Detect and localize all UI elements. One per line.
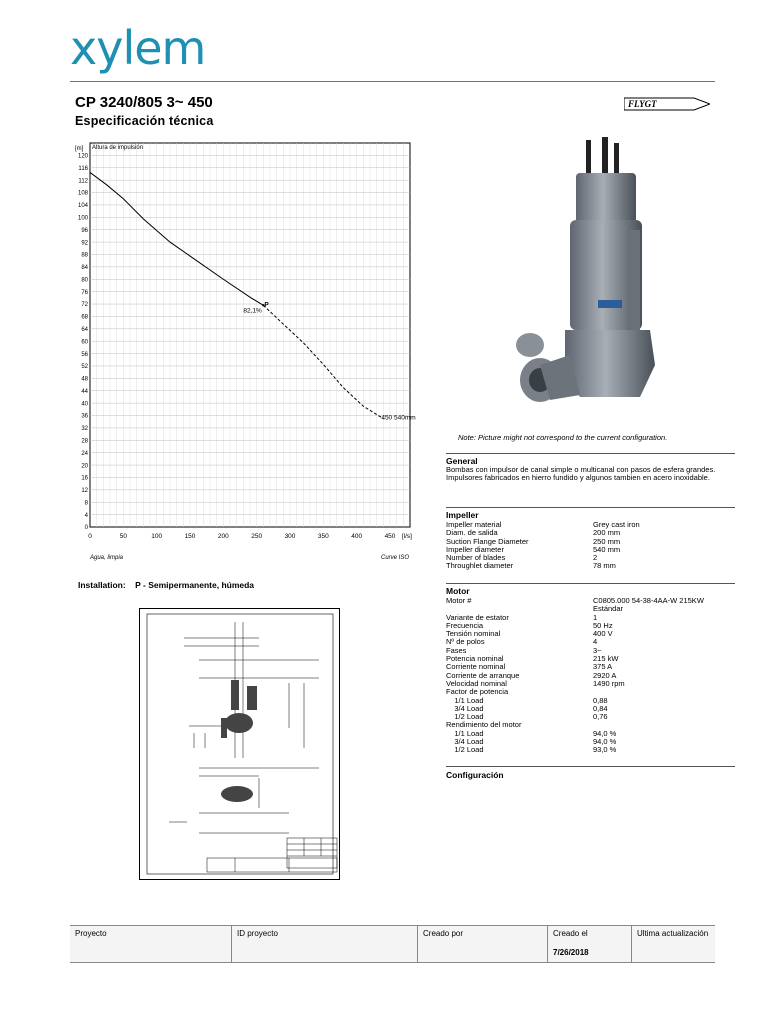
y-tick-label: 24 — [81, 450, 88, 457]
impeller-value: 200 mm — [593, 528, 621, 538]
motor-label: Factor de potencia — [446, 687, 509, 697]
impeller-label: Suction Flange Diameter — [446, 536, 529, 546]
x-tick-label: 200 — [217, 533, 229, 540]
y-tick-label: 100 — [77, 215, 88, 222]
y-tick-label: 80 — [81, 277, 88, 284]
flygt-brand-logo — [624, 94, 710, 114]
motor-value: 94,0 % — [593, 737, 617, 747]
y-tick-label: 112 — [78, 178, 88, 185]
motor-label: 1/2 Load — [446, 712, 484, 722]
impeller-label: Number of blades — [446, 553, 506, 563]
x-tick-label: 400 — [351, 533, 363, 540]
footer-creado-por — [418, 926, 548, 962]
motor-label: 3/4 Load — [446, 737, 484, 747]
y-tick-label: 56 — [81, 351, 88, 358]
y-axis-label: Altura de impulsión — [92, 145, 144, 151]
motor-value: 0,88 — [593, 695, 608, 705]
x-tick-label: 150 — [184, 533, 196, 540]
y-tick-label: 84 — [81, 265, 88, 272]
impeller-value: 2 — [593, 553, 598, 563]
y-tick-label: 36 — [81, 413, 88, 420]
impeller-title: Impeller — [446, 510, 479, 520]
impeller-value: 78 mm — [593, 561, 616, 571]
section-impeller — [446, 507, 766, 571]
y-tick-label: 108 — [77, 190, 88, 197]
motor-label: 3/4 Load — [446, 703, 484, 713]
motor-value: 50 Hz — [593, 620, 613, 630]
y-tick-label: 40 — [81, 401, 88, 408]
impeller-row — [446, 562, 766, 570]
impeller-rows — [446, 521, 766, 571]
motor-value: Estándar — [593, 604, 624, 614]
y-tick-label: 0 — [84, 525, 88, 532]
motor-label: Fases — [446, 645, 467, 655]
footer-creado-el — [548, 926, 632, 962]
general-title: General — [446, 456, 478, 466]
section-divider — [446, 453, 735, 454]
motor-value: 0,84 — [593, 703, 608, 713]
general-line-2: Impulsores fabricados en hierro fundido y algunos tambien en acero inoxidable. — [446, 473, 710, 483]
motor-label: 1/1 Load — [446, 728, 484, 738]
dimension-drawing — [139, 608, 340, 880]
motor-value: C0805.000 54-38-4AA-W 215KW — [593, 596, 704, 605]
motor-label: 1/2 Load — [446, 745, 484, 755]
motor-value: 375 A — [593, 662, 613, 672]
installation-line — [78, 580, 254, 590]
motor-value: 1 — [593, 612, 598, 622]
section-motor — [446, 583, 766, 755]
y-tick-label: 12 — [81, 488, 88, 495]
footer-id-proyecto-label: ID proyecto — [237, 929, 278, 938]
xylem-logo: xylem — [70, 21, 206, 75]
flygt-brand-text: FLYGT — [628, 99, 657, 109]
y-unit-label: [m] — [75, 146, 84, 152]
motor-row — [446, 746, 766, 754]
footer-creado-por-label: Creado por — [423, 929, 464, 938]
chart-footer-right: Curve ISO — [380, 555, 409, 561]
x-tick-label: 100 — [151, 533, 163, 540]
y-tick-label: 28 — [81, 438, 88, 445]
pump-photo — [510, 135, 660, 420]
y-tick-label: 44 — [81, 388, 88, 395]
motor-rows — [446, 597, 766, 755]
motor-value: 4 — [593, 637, 598, 647]
impeller-label: Impeller material — [446, 520, 502, 529]
footer-proyecto — [70, 926, 232, 962]
y-tick-label: 16 — [81, 475, 88, 482]
motor-value: 1490 rpm — [593, 678, 625, 688]
y-tick-label: 32 — [81, 426, 88, 433]
x-tick-label: 300 — [284, 533, 296, 540]
section-config — [446, 766, 766, 780]
motor-value: 93,0 % — [593, 745, 617, 755]
y-tick-label: 104 — [77, 203, 88, 210]
curve-label: 450 540mm — [381, 414, 416, 422]
motor-title: Motor — [446, 586, 470, 596]
impeller-value: 540 mm — [593, 544, 621, 554]
motor-value: 3~ — [593, 645, 602, 655]
y-tick-label: 68 — [81, 314, 88, 321]
y-tick-label: 48 — [81, 376, 88, 383]
y-tick-label: 92 — [81, 240, 88, 247]
y-tick-label: 52 — [81, 364, 88, 371]
motor-label: Nº de polos — [446, 637, 485, 647]
motor-value: 0,76 — [593, 712, 608, 722]
motor-label: Rendimiento del motor — [446, 720, 522, 730]
motor-value: 215 kW — [593, 654, 619, 664]
footer-table — [70, 925, 715, 963]
section-divider — [446, 583, 735, 584]
motor-value: 400 V — [593, 629, 613, 639]
y-tick-label: 72 — [81, 302, 88, 309]
motor-label: Motor # — [446, 596, 472, 605]
impeller-label: Impeller diameter — [446, 544, 504, 554]
y-tick-label: 8 — [84, 500, 88, 507]
efficiency-label: 82,1% — [243, 307, 262, 315]
impeller-label: Throughlet diameter — [446, 561, 514, 571]
y-tick-label: 76 — [81, 289, 88, 296]
motor-value: 94,0 % — [593, 728, 617, 738]
y-tick-label: 60 — [81, 339, 88, 346]
page-title: CP 3240/805 3~ 450 — [75, 94, 213, 111]
y-tick-label: 4 — [84, 512, 88, 519]
x-tick-label: 50 — [119, 533, 127, 540]
y-tick-label: 20 — [81, 463, 88, 470]
footer-creado-el-value: 7/26/2018 — [553, 948, 589, 957]
motor-label: Variante de estator — [446, 612, 509, 622]
section-divider — [446, 766, 735, 767]
general-line-1: Bombas con impulsor de canal simple o multicanal con pasos de esfera grandes. — [446, 465, 716, 474]
motor-value: 2920 A — [593, 670, 617, 680]
page-subtitle: Especificación técnica — [75, 114, 214, 128]
x-tick-label: 250 — [251, 533, 263, 540]
motor-label: Potencia nominal — [446, 654, 504, 664]
x-unit-label: [l/s] — [401, 533, 412, 540]
motor-label: 1/1 Load — [446, 695, 484, 705]
footer-ultima-label: Ultima actualización — [637, 929, 709, 938]
x-tick-label: 450 — [384, 533, 396, 540]
chart-footer-left: Agua, limpia — [90, 555, 124, 561]
y-tick-label: 88 — [81, 252, 88, 259]
performance-curve-chart — [70, 140, 430, 570]
installation-value: P - Semipermanente, húmeda — [135, 580, 255, 590]
y-tick-label: 120 — [77, 153, 88, 160]
impeller-value: Grey cast iron — [593, 520, 640, 529]
motor-label: Tensión nominal — [446, 629, 501, 639]
footer-creado-el-label: Creado el — [553, 929, 588, 938]
motor-row — [446, 638, 766, 646]
photo-note: Note: Picture might not correspond to the current configuration. — [458, 433, 668, 442]
motor-label: Velocidad nominal — [446, 678, 507, 688]
header-divider — [70, 81, 715, 82]
motor-label: Corriente de arranque — [446, 670, 520, 680]
footer-ultima — [632, 926, 715, 962]
y-tick-label: 96 — [81, 227, 88, 234]
x-tick-label: 0 — [88, 533, 92, 540]
impeller-label: Diam. de salida — [446, 528, 498, 538]
x-tick-label: 350 — [317, 533, 329, 540]
section-divider — [446, 507, 735, 508]
motor-label: Corriente nominal — [446, 662, 506, 672]
duty-point-label: P — [264, 301, 269, 309]
installation-label: Installation: — [78, 580, 126, 590]
y-tick-label: 64 — [81, 327, 88, 334]
motor-label: Frecuencia — [446, 620, 484, 630]
footer-id-proyecto — [232, 926, 418, 962]
section-general — [446, 453, 766, 483]
config-title: Configuración — [446, 770, 504, 780]
impeller-value: 250 mm — [593, 536, 621, 546]
footer-proyecto-label: Proyecto — [75, 929, 107, 938]
motor-row — [446, 630, 766, 638]
y-tick-label: 116 — [78, 165, 88, 172]
